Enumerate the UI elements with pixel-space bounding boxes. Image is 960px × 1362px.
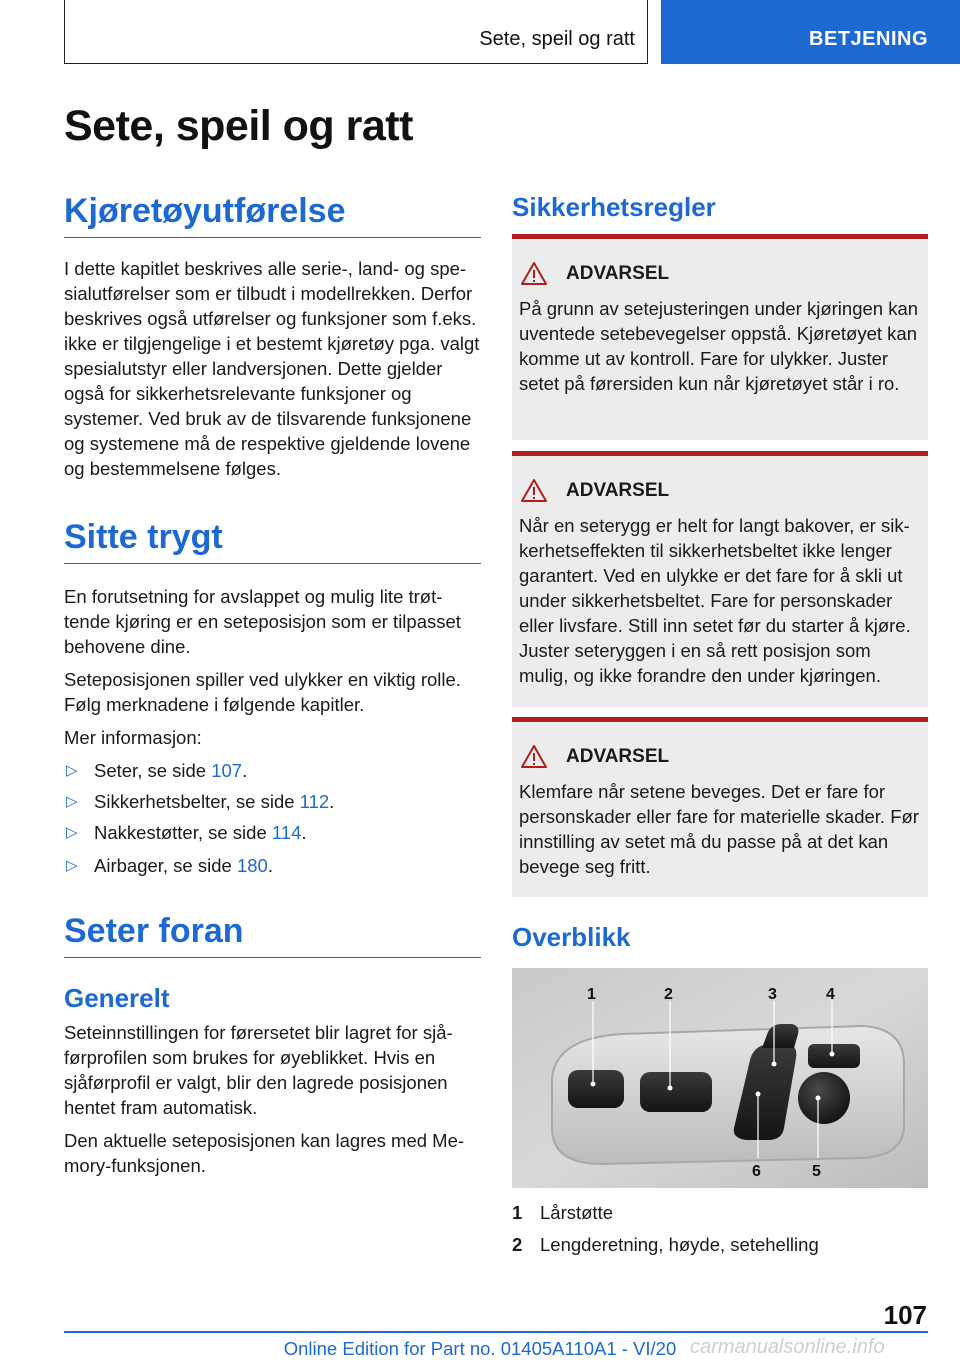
legend-item xyxy=(512,1202,928,1227)
seat-controls-illustration xyxy=(512,968,928,1188)
warning-text: På grunn av setejusteringen under kjøringen kan uventede setebevegelser oppstå. Kjøretøyet kan komme ut av kontroll. Fare for ulykker. Juster setet på førersiden kun når kjøretøyet står i ro. xyxy=(519,298,919,394)
legend-label: Lårstøtte xyxy=(540,1202,613,1223)
warning-text: Klemfare når setene beveges. Det er fare for personskader eller fare for materielle skader. Før innstilling av setet må du passe på at det kan bevege seg fritt. xyxy=(519,781,919,877)
footer-edition: Online Edition for Part no. 01405A110A1 - VI/20 xyxy=(283,1338,677,1359)
heading-sikkerhetsregler: Sikkerhetsregler xyxy=(512,192,716,222)
subheading-generelt: Generelt xyxy=(64,983,170,1013)
seter-paragraph-2: Den aktuelle seteposisjonen kan lagres med Memory-funksjonen. xyxy=(64,1130,465,1176)
page-number: 107 xyxy=(883,1300,927,1330)
page-link[interactable]: 180 xyxy=(236,855,268,876)
sitte-paragraph-2: Seteposisjonen spiller ved ulykker en viktig rolle. Følg merknadene i følgende kapitler. xyxy=(64,669,461,715)
heading-overblikk: Overblikk xyxy=(512,922,631,952)
legend-label: Lengderetning, høyde, setehelling xyxy=(540,1234,819,1255)
warning-text: Når en seterygg er helt for langt bakover, er sikkerhetseffekten til sikkerhetsbeltet ikke lenger garantert. Ved en ulykke er det fare for å skli ut under sikkerhetsbeltet. Fare for personskader eller livsfare. Still inn setet før du starter å kjøre. Juster seteryggen i en så rett posisjon som mulig, og ikke forandre den under kjøringen. xyxy=(519,515,911,686)
sitte-paragraph-3: Mer informasjon: xyxy=(64,727,202,748)
header-chapter-label: BETJENING xyxy=(809,28,928,50)
seter-paragraph-1: Seteinnstillingen for førersetet blir lagret for sjåførprofilen som brukes for øyeblikket. Hvis en sjåførprofil er valgt, blir den lagrede posisjonen hentet fram automatisk. xyxy=(64,1022,453,1118)
heading-sitte-trygt: Sitte trygt xyxy=(64,518,481,564)
bullet-triangle-icon: ▷ xyxy=(66,857,78,874)
legend-number: 2 xyxy=(512,1234,523,1255)
warning-box xyxy=(512,451,928,707)
heading-seter-foran: Seter foran xyxy=(64,912,481,958)
header-chapter-tab xyxy=(661,0,960,64)
callout-4: 4 xyxy=(826,986,835,1003)
bullet-triangle-icon: ▷ xyxy=(66,824,78,841)
warning-triangle-icon xyxy=(520,261,548,287)
warning-box xyxy=(512,717,928,897)
sitte-paragraph-1: En forutsetning for avslappet og mulig lite trøttende kjøring er en seteposisjon som er tilpasset behovene dine. xyxy=(64,586,461,657)
legend-item xyxy=(512,1234,928,1259)
callout-6: 6 xyxy=(752,1163,761,1180)
warning-title: ADVARSEL xyxy=(566,746,670,767)
page-title: Sete, speil og ratt xyxy=(64,102,413,150)
page-link[interactable]: 114 xyxy=(271,822,302,843)
page-link[interactable]: 107 xyxy=(211,760,243,781)
warning-triangle-icon xyxy=(520,478,548,504)
warning-title: ADVARSEL xyxy=(566,480,670,501)
callout-2: 2 xyxy=(664,986,673,1003)
header-section-box xyxy=(64,0,648,64)
page-link[interactable]: 112 xyxy=(299,791,330,812)
warning-title: ADVARSEL xyxy=(566,263,670,284)
footer-divider xyxy=(64,1331,928,1333)
bullet-triangle-icon: ▷ xyxy=(66,793,78,810)
callout-1: 1 xyxy=(587,986,596,1003)
bullet-triangle-icon: ▷ xyxy=(66,762,78,779)
callout-3: 3 xyxy=(768,986,777,1003)
heading-kjoretoyutforelse: Kjøretøyutførelse xyxy=(64,192,481,238)
warning-box xyxy=(512,234,928,440)
seat-controls-image xyxy=(512,968,928,1188)
header-section-title: Sete, speil og ratt xyxy=(479,28,635,50)
kjoretoy-body: I dette kapitlet beskrives alle serie-, land- og spesialutførelser som er tilbudt i modellrekken. Derfor beskrives også utførelser og funksjoner som f.eks. ikke er tilgjengelige i et bestemt kjøretøy pga. valgt spesialutstyr eller landversjonen. Dette gjelder også for sikkerhetsrelevante funksjoner og systemer. Ved bruk av de tilsvarende funksjonene og systemene må de respektive gjeldende lovene og bestemmelsene følges. xyxy=(64,258,480,479)
watermark: carmanualsonline.info xyxy=(690,1336,885,1358)
callout-5: 5 xyxy=(812,1163,821,1180)
warning-triangle-icon xyxy=(520,744,548,770)
legend-number: 1 xyxy=(512,1202,523,1223)
